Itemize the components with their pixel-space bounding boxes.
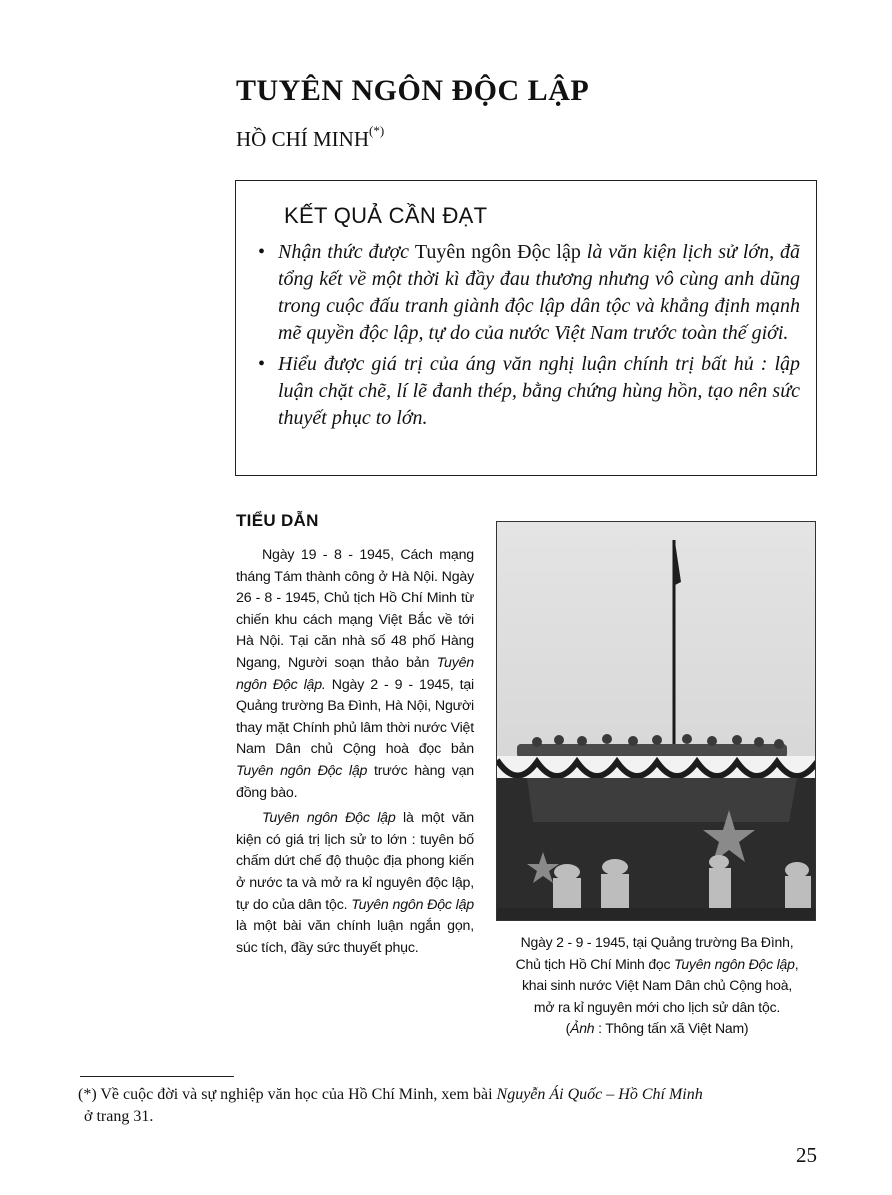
photo-credit: (Ảnh : Thông tấn xã Việt Nam) — [565, 1020, 749, 1036]
footnote-line: ở trang 31. — [84, 1108, 154, 1125]
page-number: 25 — [796, 1143, 817, 1167]
bullet-icon: • — [258, 241, 266, 263]
learning-goals-list — [258, 239, 800, 436]
learning-goals-box — [235, 180, 817, 476]
bullet-icon: • — [258, 353, 266, 375]
goal-text: Hiểu được giá trị của áng văn nghị luận chính trị bất hủ : lập luận chặt chẽ, lí lẽ đanh thép, bằng chứng hùng hồn, tạo nên sức thuyết phục to lớn. — [278, 353, 800, 429]
author-footnote-mark[interactable]: (*) — [369, 123, 385, 138]
historical-photo — [496, 521, 816, 921]
photo-caption — [494, 932, 820, 1040]
caption-line: khai sinh nước Việt Nam Dân chủ Cộng hoà, — [521, 977, 793, 993]
caption-line: Chủ tịch Hồ Chí Minh đọc Tuyên ngôn Độc lập, — [515, 955, 799, 972]
goal-text: là văn kiện lịch sử lớn, đã tổng kết về một thời kì đầy đau thương nhưng vô cùng anh dũng trong cuộc đấu tranh giành độc lập dân tộc và khẳng định mạnh mẽ quyền độc lập, tự do của nước Việt Nam trước toàn thế giới. — [278, 241, 801, 344]
learning-goals-heading: KẾT QUẢ CẦN ĐẠT — [284, 203, 488, 228]
intro-text — [236, 545, 474, 963]
footnote-mark: (*) — [78, 1086, 97, 1103]
author-name: HỒ CHÍ MINH — [236, 127, 369, 151]
learning-goal-item — [258, 351, 800, 432]
goal-text: Nhận thức được — [278, 241, 415, 263]
footnote — [78, 1084, 822, 1128]
footnote-line: (*) Về cuộc đời và sự nghiệp văn học của Hồ Chí Minh, xem bài Nguyễn Ái Quốc – Hồ Chí Minh — [78, 1086, 703, 1103]
caption-line: Ngày 2 - 9 - 1945, tại Quảng trường Ba Đình, — [520, 934, 794, 950]
intro-heading: TIỂU DẪN — [236, 511, 319, 530]
page-title: TUYÊN NGÔN ĐỘC LẬP — [236, 74, 590, 107]
learning-goal-item — [258, 239, 800, 347]
author-line — [236, 123, 385, 152]
intro-paragraph: Tuyên ngôn Độc lập là một văn kiện có giá trị lịch sử to lớn : tuyên bố chấm dứt chế độ thuộc địa phong kiến ở nước ta và mở ra kỉ nguyên độc lập, tự do của dân tộc. Tuyên ngôn Độc lập là một bài văn chính luận ngắn gọn, súc tích, đầy sức thuyết phục. — [236, 810, 474, 956]
footnote-divider — [80, 1076, 234, 1077]
intro-paragraph: Ngày 19 - 8 - 1945, Cách mạng tháng Tám thành công ở Hà Nội. Ngày 26 - 8 - 1945, Chủ tịch Hồ Chí Minh từ chiến khu cách mạng Việt Bắc về tới Hà Nội. Tại căn nhà số 48 phố Hàng Ngang, Người soạn thảo bản Tuyên ngôn Độc lập. Ngày 2 - 9 - 1945, tại Quảng trường Ba Đình, Hà Nội, Người thay mặt Chính phủ lâm thời nước Việt Nam Dân chủ Cộng hoà đọc bản Tuyên ngôn Độc lập trước hàng vạn đồng bào. — [236, 547, 474, 801]
photo-image — [497, 522, 816, 921]
caption-line: mở ra kỉ nguyên mới cho lịch sử dân tộc. — [533, 998, 781, 1015]
goal-text-upright: Tuyên ngôn Độc lập — [414, 241, 581, 263]
